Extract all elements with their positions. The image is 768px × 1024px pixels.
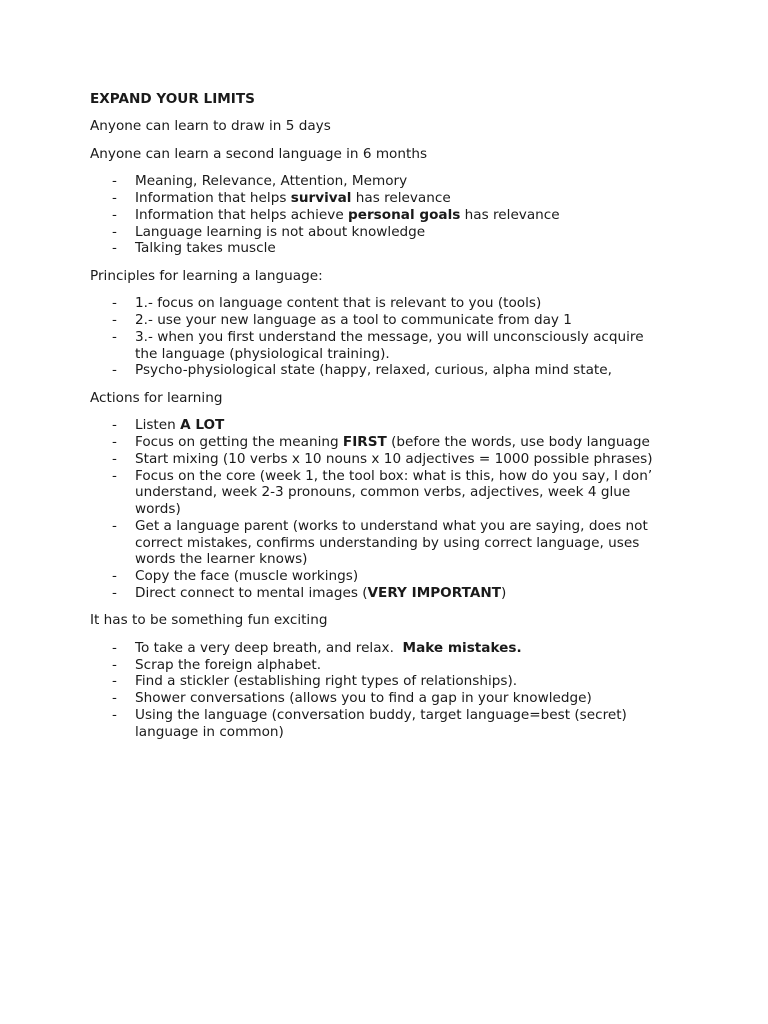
list-item: - Meaning, Relevance, Attention, Memory xyxy=(112,173,408,190)
list-item: - Scrap the foreign alphabet. xyxy=(112,656,322,673)
emphasis: personal goals xyxy=(348,206,461,223)
paragraph-language: Anyone can learn a second language in 6 months xyxy=(90,145,428,162)
document-page xyxy=(90,91,730,751)
list-item: - Psycho-physiological state (happy, relaxed, curious, alpha mind state, xyxy=(112,362,612,379)
list-item: - Language learning is not about knowledge xyxy=(112,223,426,240)
list-item: - Shower conversations (allows you to find a gap in your knowledge) xyxy=(112,690,592,707)
paragraph-principles: Principles for learning a language: xyxy=(90,267,323,284)
list-item: - Direct connect to mental images (VERY IMPORTANT) xyxy=(112,585,507,602)
list-item: - Copy the face (muscle workings) xyxy=(112,568,359,585)
list-relevance xyxy=(90,173,730,257)
list-item: - Information that helps survival has relevance xyxy=(112,189,451,206)
list-fun xyxy=(90,640,730,741)
emphasis: survival xyxy=(290,189,352,206)
list-item: - 2.- use your new language as a tool to communicate from day 1 xyxy=(112,311,572,328)
list-item: - Talking takes muscle xyxy=(112,240,276,257)
emphasis: Make mistakes. xyxy=(402,639,522,656)
list-item: - To take a very deep breath, and relax. Make mistakes. xyxy=(112,639,522,656)
paragraph-actions: Actions for learning xyxy=(90,389,223,406)
emphasis: VERY IMPORTANT xyxy=(367,585,501,602)
list-item: - Find a stickler (establishing right types of relationships). xyxy=(112,673,518,690)
list-item: - 1.- focus on language content that is relevant to you (tools) xyxy=(112,295,542,312)
list-item: - Get a language parent (works to understand what you are saying, does not correct mistakes, confirms understanding by using correct language, uses words the learner knows) xyxy=(112,517,648,568)
list-item: - 3.- when you first understand the message, you will unconsciously acquire the language (physiological training). xyxy=(112,328,644,362)
list-item: - Information that helps achieve personal goals has relevance xyxy=(112,206,560,223)
emphasis: FIRST xyxy=(342,433,387,450)
list-principles xyxy=(90,295,730,379)
list-actions xyxy=(90,417,730,602)
paragraph-draw: Anyone can learn to draw in 5 days xyxy=(90,118,331,135)
list-item: - Listen A LOT xyxy=(112,417,225,434)
document-title: EXPAND YOUR LIMITS xyxy=(90,91,255,107)
list-item: - Using the language (conversation buddy, target language=best (secret) language in common) xyxy=(112,707,627,740)
list-item: - Focus on the core (week 1, the tool box: what is this, how do you say, I don’ understand, week 2-3 pronouns, common verbs, adjectives, week 4 glue words) xyxy=(112,467,653,518)
list-item: - Focus on getting the meaning FIRST (before the words, use body language xyxy=(112,433,650,450)
list-item: - Start mixing (10 verbs x 10 nouns x 10 adjectives = 1000 possible phrases) xyxy=(112,450,653,467)
paragraph-fun: It has to be something fun exciting xyxy=(90,612,328,629)
emphasis: A LOT xyxy=(180,417,225,434)
